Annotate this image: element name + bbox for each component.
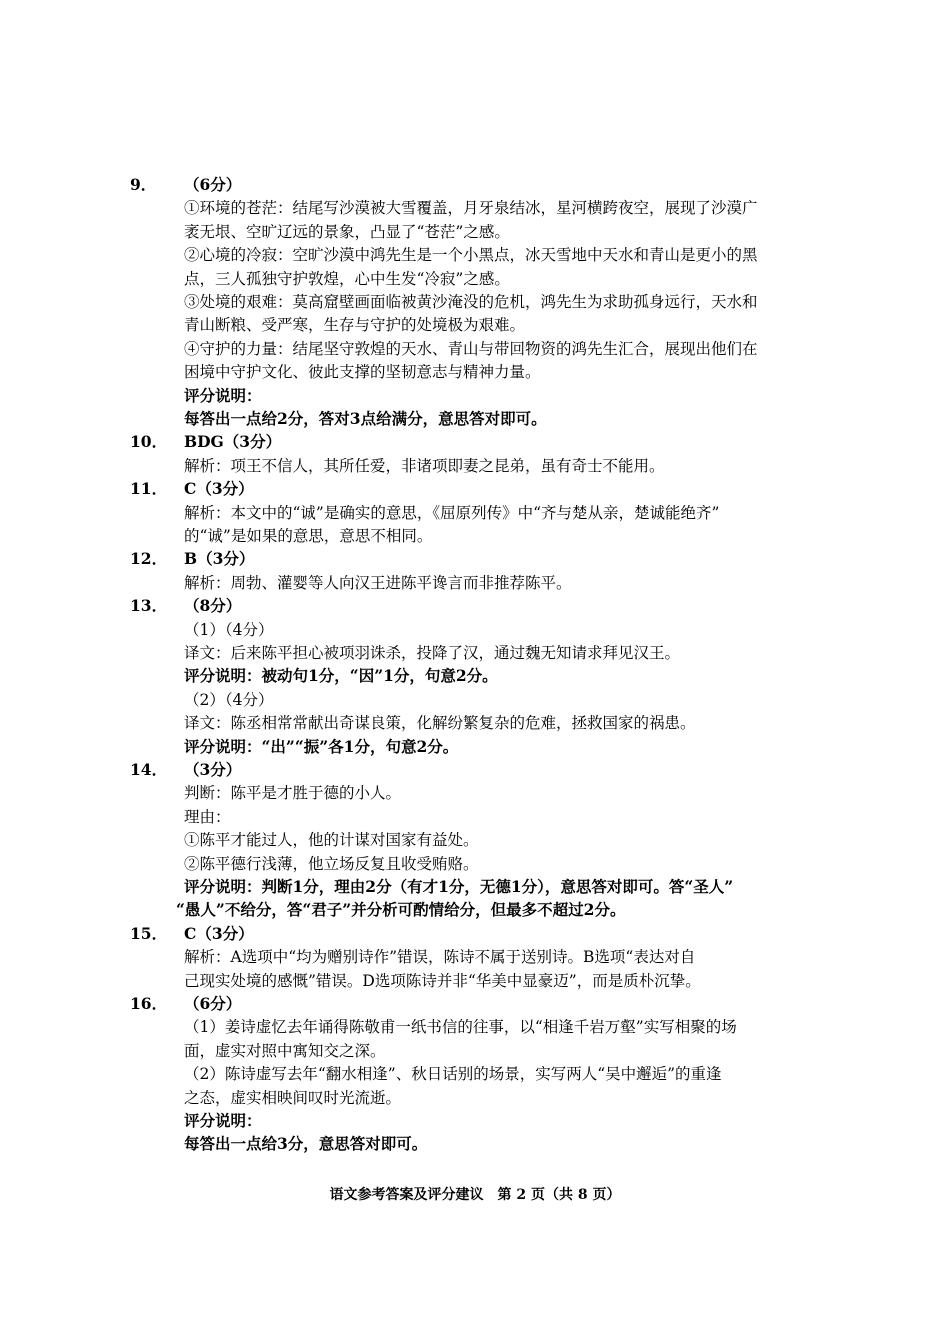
answer-text-line: ①环境的苍茫：结尾写沙漠被大雪覆盖，月牙泉结冰，星河横跨夜空，展现了沙漠广 [184, 199, 758, 217]
answer-text-line: 己现实处境的感慨”错误。D选项陈诗并非“华美中显豪迈”，而是质朴沉挚。 [184, 972, 701, 990]
question-answer-heading: （6分） [184, 175, 242, 194]
question-answer-heading: （3分） [184, 760, 242, 779]
answer-text-line: 译文：后来陈平担心被项羽诛杀，投降了汉，通过魏无知请求拜见汉王。 [184, 644, 681, 662]
answer-text-line: 点，三人孤独守护敦煌，心中生发“冷寂”之感。 [184, 270, 510, 288]
answer-text-line: ①陈平才能过人，他的计谋对国家有益处。 [184, 831, 479, 849]
scoring-note-line: 评分说明： [184, 386, 262, 405]
answer-text-line: 解析：项王不信人，其所任爱，非诸项即妻之昆弟，虽有奇士不能用。 [184, 457, 665, 475]
answer-text-line: 面，虚实对照中寓知交之深。 [184, 1042, 386, 1060]
answer-text-line: ③处境的艰难：莫高窟壁画面临被黄沙淹没的危机，鸿先生为求助孤身远行，天水和 [184, 293, 758, 311]
question-answer-heading: （6分） [184, 994, 242, 1013]
answer-text-line: ②心境的冷寂：空旷沙漠中鸿先生是一个小黑点，冰天雪地中天水和青山是更小的黑 [184, 246, 758, 264]
scoring-note-line: “愚人”不给分，答“君子”并分析可酌情给分，但最多不超过2分。 [176, 900, 626, 919]
question-answer-heading: C（3分） [184, 924, 254, 943]
question-number: 9． [130, 175, 157, 194]
question-number: 10． [130, 432, 168, 451]
answer-text-line: ④守护的力量：结尾坚守敦煌的天水、青山与带回物资的鸿先生汇合，展现出他们在 [184, 340, 758, 358]
question-number: 13． [130, 596, 168, 615]
answer-text-line: （1）（4分） [184, 621, 274, 639]
answer-text-line: 袤无垠、空旷辽远的景象，凸显了“苍茫”之感。 [184, 223, 510, 241]
answer-text-line: 青山断粮、受严寒，生存与守护的处境极为艰难。 [184, 316, 526, 334]
scoring-note-line: 评分说明：判断1分，理由2分（有才1分，无德1分），意思答对即可。答“圣人” [184, 877, 734, 896]
question-number: 16． [130, 994, 168, 1013]
answer-text-line: 解析：周勃、灌婴等人向汉王进陈平谗言而非推荐陈平。 [184, 574, 572, 592]
answer-text-line: （2）（4分） [184, 691, 274, 709]
question-answer-heading: BDG（3分） [184, 432, 282, 451]
answer-text-line: 译文：陈丞相常常献出奇谋良策，化解纷繁复杂的危难，拯救国家的祸患。 [184, 714, 696, 732]
answer-text-line: 之态，虚实相映间叹时光流逝。 [184, 1089, 402, 1107]
answer-text-line: 的“诚”是如果的意思，意思不相同。 [184, 527, 433, 545]
answer-text-line: 解析：A选项中“均为赠别诗作”错误，陈诗不属于送别诗。B选项“表达对自 [184, 948, 696, 966]
answer-text-line: 理由： [184, 808, 231, 826]
question-number: 15． [130, 924, 168, 943]
question-number: 11． [130, 479, 168, 498]
answer-text-line: 解析：本文中的“诚”是确实的意思，《屈原列传》中“齐与楚从亲，楚诚能绝齐” [184, 504, 720, 522]
answer-text-line: 判断：陈平是才胜于德的小人。 [184, 784, 402, 802]
scoring-note-line: 每答出一点给3分，意思答对即可。 [184, 1134, 428, 1153]
scoring-note-line: 评分说明： [184, 1111, 262, 1130]
answer-text-line: （2）陈诗虚写去年“翻水相逢”、秋日话别的场景，实写两人“吴中邂逅”的重逢 [184, 1065, 722, 1083]
question-number: 14． [130, 760, 168, 779]
scoring-note-line: 每答出一点给2分，答对3点给满分，意思答对即可。 [184, 409, 547, 428]
question-answer-heading: C（3分） [184, 479, 254, 498]
question-answer-heading: （8分） [184, 596, 242, 615]
answer-text-line: 困境中守护文化、彼此支撑的坚韧意志与精神力量。 [184, 363, 541, 381]
answer-text-line: ②陈平德行浅薄，他立场反复且收受贿赂。 [184, 855, 479, 873]
page-footer: 语文参考答案及评分建议 第 2 页（共 8 页） [329, 1187, 621, 1203]
answer-text-line: （1）姜诗虚忆去年诵得陈敬甫一纸书信的往事，以“相逢千岩万壑”实写相聚的场 [184, 1018, 737, 1036]
question-number: 12． [130, 549, 168, 568]
scoring-note-line: 评分说明：被动句1分，“因”1分，句意2分。 [184, 666, 498, 685]
scoring-note-line: 评分说明：“出”“振”各1分，句意2分。 [184, 737, 459, 756]
question-answer-heading: B（3分） [184, 549, 255, 568]
